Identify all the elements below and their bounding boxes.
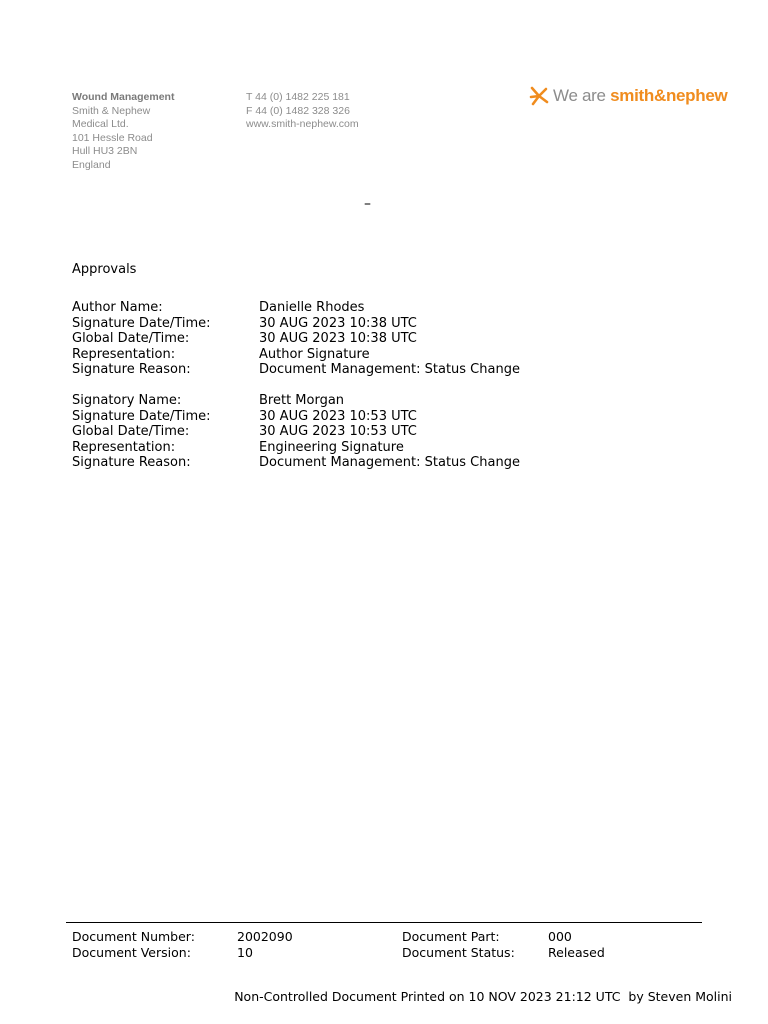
approval-value: Document Management: Status Change [259,362,520,377]
approval-row [72,300,520,316]
approval-row [72,440,520,456]
document-status-value: Released [548,944,605,960]
logo-prefix: We are [553,86,611,105]
approval-value: 30 AUG 2023 10:53 UTC [259,424,417,439]
approval-value: Author Signature [259,346,370,362]
approval-value: 30 AUG 2023 10:38 UTC [259,331,417,346]
approval-label: Representation: [72,346,176,362]
approval-row [72,316,520,332]
approval-label: Signature Date/Time: [72,315,211,331]
approval-row [72,362,520,378]
document-version-value: 10 [237,944,253,960]
author-approval-block [72,300,520,378]
approval-label: Signature Reason: [72,362,191,377]
approval-row [72,393,520,409]
document-status-label: Document Status: [402,944,515,960]
approval-row [72,409,520,425]
address-line: 101 Hessle Road [72,131,153,144]
address-line: Smith & Nephew [72,104,151,117]
signatory-approval-block [72,393,520,471]
document-part-value: 000 [548,929,572,944]
approval-value: Engineering Signature [259,439,404,455]
approval-label: Author Name: [72,300,163,315]
footer-row [72,945,605,961]
approval-row [72,347,520,363]
approval-label: Signature Date/Time: [72,408,211,424]
document-version-label: Document Version: [72,944,191,960]
document-number-label: Document Number: [72,929,195,944]
approval-label: Representation: [72,439,176,455]
approval-value: Brett Morgan [259,393,345,408]
company-logo [528,82,727,110]
document-part-label: Document Part: [402,929,500,944]
approval-value: 30 AUG 2023 10:38 UTC [259,315,417,331]
starburst-icon [528,85,550,107]
approvals-heading: Approvals [72,262,137,277]
website-address: www.smith-nephew.com [246,118,359,130]
title-dash: – [364,196,371,212]
company-contact [246,91,359,132]
logo-wordmark [553,86,727,106]
approval-label: Global Date/Time: [72,424,190,439]
company-address [72,91,174,172]
footer-divider [66,922,702,923]
print-notice: Non-Controlled Document Printed on 10 NOV 2023 21:12 UTC by Steven Molini [234,989,732,1004]
approval-row [72,424,520,440]
phone-number: T 44 (0) 1482 225 181 [246,91,350,103]
footer-row [72,929,605,945]
fax-number: F 44 (0) 1482 328 326 [246,104,350,117]
address-department: Wound Management [72,91,175,103]
approval-label: Signatory Name: [72,393,182,408]
approval-value: Document Management: Status Change [259,455,520,470]
approval-label: Global Date/Time: [72,331,190,346]
address-line: England [72,158,111,171]
address-line: Medical Ltd. [72,118,129,130]
approval-label: Signature Reason: [72,455,191,470]
approval-value: Danielle Rhodes [259,300,365,315]
approval-value: 30 AUG 2023 10:53 UTC [259,408,417,424]
logo-brand: smith&nephew [610,86,728,105]
address-line: Hull HU3 2BN [72,145,138,157]
document-number-value: 2002090 [237,929,293,944]
document-footer [72,929,605,960]
approval-row [72,331,520,347]
approval-row [72,455,520,471]
